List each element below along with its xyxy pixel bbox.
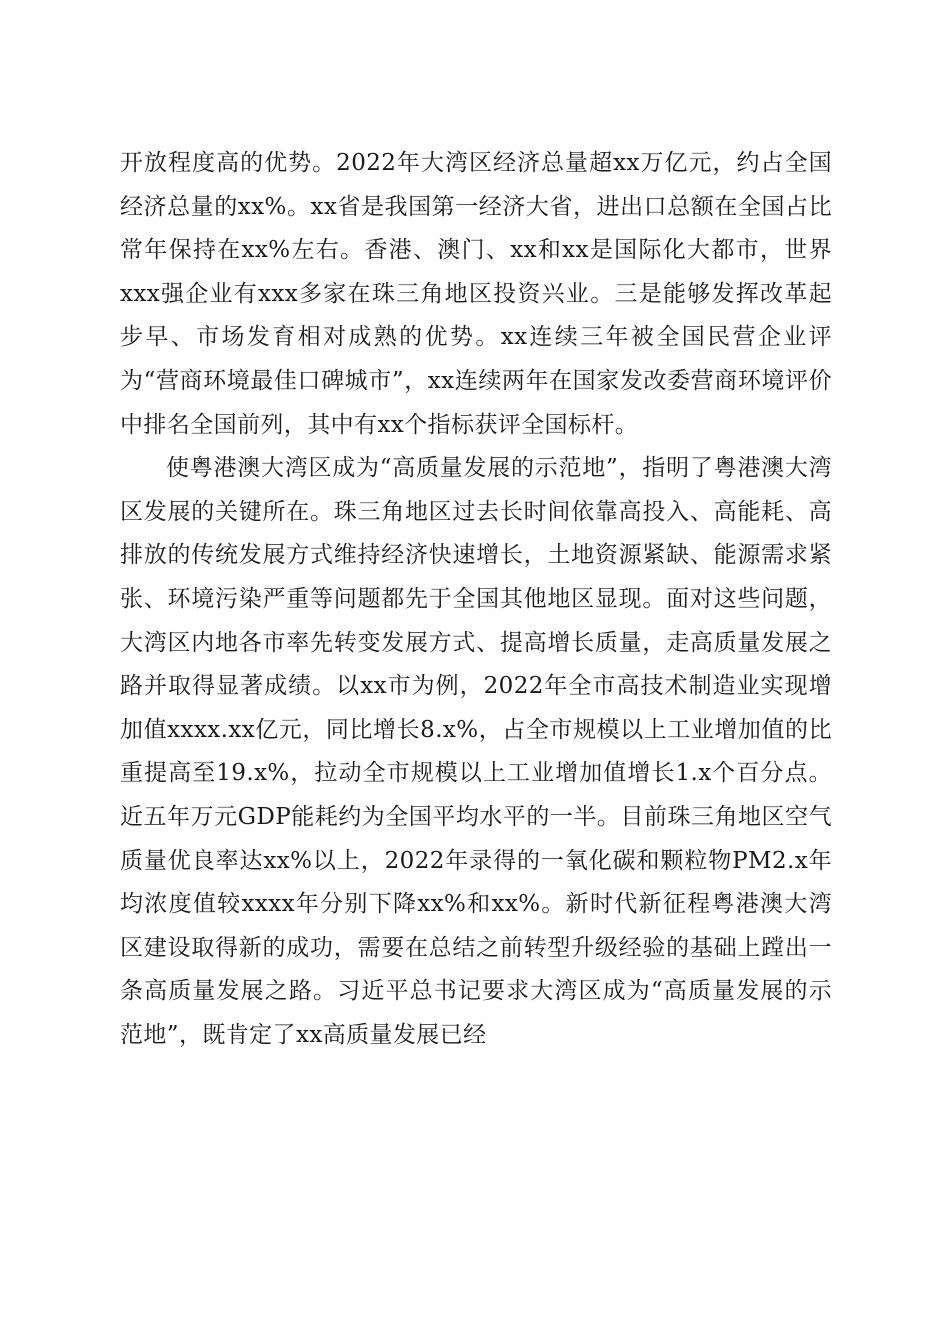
paragraph-high-quality-development: 使粤港澳大湾区成为“高质量发展的示范地”，指明了粤港澳大湾区发展的关键所在。珠三角地区过去长时间依靠高投入、高能耗、高排放的传统发展方式维持经济快速增长，土地资源紧缺、能源需求紧张、环境污染严重等问题都先于全国其他地区显现。面对这些问题，大湾区内地各市率先转变发展方式、提高增长质量，走高质量发展之路并取得显著成绩。以xx市为例，2022年全市高技术制造业实现增加值xxxx.xx亿元，同比增长8.x%，占全市规模以上工业增加值的比重提高至19.x%，拉动全市规模以上工业增加值增长1.x个百分点。近五年万元GDP能耗约为全国平均水平的一半。目前珠三角地区空气质量优良率达xx%以上，2022年录得的一氧化碳和颗粒物PM2.x年均浓度值较xxxx年分别下降xx%和xx%。新时代新征程粤港澳大湾区建设取得新的成功，需要在总结之前转型升级经验的基础上蹚出一条高质量发展之路。习近平总书记要求大湾区成为“高质量发展的示范地”，既肯定了xx高质量发展已经 (120, 455, 832, 1048)
paragraph-advantages: 开放程度高的优势。2022年大湾区经济总量超xx万亿元，约占全国经济总量的xx%。xx省是我国第一经济大省，进出口总额在全国占比常年保持在xx%左右。香港、澳门、xx和xx是国际化大都市，世界xxx强企业有xxx多家在珠三角地区投资兴业。三是能够发挥改革起步早、市场发育相对成熟的优势。xx连续三年被全国民营企业评为“营商环境最佳口碑城市”，xx连续两年在国家发改委营商环境评价中排名全国前列，其中有xx个指标获评全国标杆。 (120, 150, 832, 438)
document-body (120, 142, 832, 1057)
